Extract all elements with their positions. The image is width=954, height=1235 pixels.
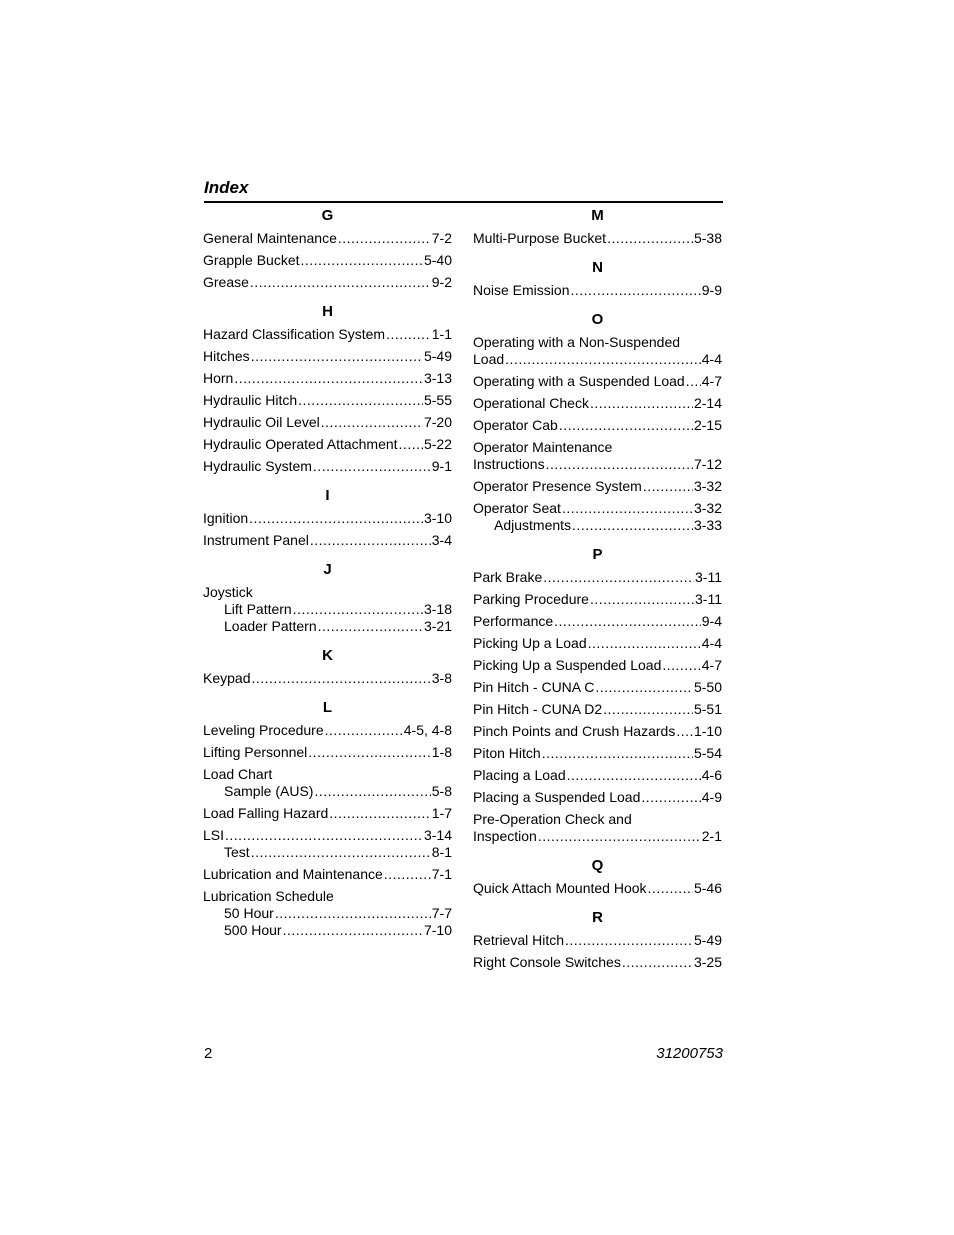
dot-leader [590,591,694,608]
index-entry [203,414,452,431]
index-entry-line [203,670,452,687]
index-entry-line [473,417,722,434]
dot-leader [554,613,701,630]
index-section-n [473,258,722,299]
entry-text: Test [224,844,250,860]
dot-leader [595,679,693,696]
index-entry [203,252,452,269]
entry-page-ref: 5-46 [693,880,722,896]
dot-leader [662,657,700,674]
entry-text: Operating with a Suspended Load [473,373,685,389]
dot-leader [298,392,423,409]
index-entry [203,274,452,291]
entry-text: Grapple Bucket [203,252,300,268]
index-entry-line [473,395,722,412]
index-entry [203,326,452,343]
entry-text: Operator Cab [473,417,558,433]
entry-text: 500 Hour [224,922,282,938]
dot-leader [293,601,423,618]
index-section-h [203,302,452,475]
entry-page-ref: 7-12 [693,456,722,472]
entry-text: Placing a Suspended Load [473,789,641,805]
index-entry [473,334,722,368]
dot-leader [399,436,423,453]
index-entry-line [473,789,722,806]
entry-text: Load Falling Hazard [203,805,329,821]
section-letter: O [591,311,604,328]
entry-page-ref: 2-14 [693,395,722,411]
entry-text: Inspection [473,828,537,844]
entry-page-ref: 1-10 [693,723,722,739]
dot-leader [543,569,694,586]
section-letter: G [321,207,334,224]
dot-leader [283,922,423,939]
dot-leader [572,517,693,534]
index-entry-line [473,282,722,299]
index-entry [473,569,722,586]
index-entry [473,932,722,949]
index-entry-line [473,635,722,652]
entry-page-ref: 7-10 [423,922,452,938]
index-entry-heading: Operating with a Non-Suspended [473,334,681,350]
index-section-m [473,206,722,247]
section-letter: P [592,546,603,563]
index-entry-heading: Pre-Operation Check and [473,811,632,827]
index-entry-line [203,274,452,291]
index-entry-line [473,954,722,971]
entry-text: Multi-Purpose Bucket [473,230,607,246]
index-entry [473,395,722,412]
index-entry-line [473,828,722,845]
index-entry [203,230,452,247]
index-entry [473,701,722,718]
index-entry-line [473,880,722,897]
entry-text: Loader Pattern [224,618,317,634]
dot-leader [313,458,431,475]
entry-page-ref: 5-49 [423,348,452,364]
index-entry [203,392,452,409]
index-section-q [473,856,722,897]
entry-page-ref: 2-1 [701,828,722,844]
entry-page-ref: 3-11 [695,569,722,585]
entry-page-ref: 4-7 [701,373,722,389]
index-entry [473,373,722,390]
index-entry-line [473,613,722,630]
index-subentry [203,783,452,800]
entry-page-ref: 3-32 [693,500,722,516]
index-entry [203,722,452,739]
dot-leader [559,417,693,434]
index-entry-line [473,500,722,517]
entry-page-ref: 3-21 [423,618,452,634]
index-entry [203,866,452,883]
index-entry [203,436,452,453]
index-entry-line [203,722,452,739]
index-entry-line [473,745,722,762]
dot-leader [321,414,423,431]
index-entry-heading: Operator Maintenance [473,439,613,455]
entry-text: Instructions [473,456,545,472]
entry-page-ref: 5-40 [423,252,452,268]
entry-text: Right Console Switches [473,954,621,970]
index-section-o [473,310,722,534]
entry-text: LSI [203,827,225,843]
entry-text: Hydraulic Hitch [203,392,298,408]
index-column-left [203,203,452,944]
entry-page-ref: 1-1 [431,326,452,342]
dot-leader [275,905,431,922]
entry-text: Pin Hitch - CUNA D2 [473,701,603,717]
dot-leader [234,370,423,387]
entry-text: Retrieval Hitch [473,932,565,948]
entry-text: Hydraulic System [203,458,312,474]
index-entry-line [203,252,452,269]
dot-leader [676,723,693,740]
entry-page-ref: 3-8 [431,670,452,686]
entry-text: Adjustments [494,517,572,533]
index-entry-line [203,510,452,527]
entry-text: Lubrication and Maintenance [203,866,383,882]
document-number: 31200753 [656,1045,723,1062]
dot-leader [310,532,431,549]
entry-page-ref: 3-13 [423,370,452,386]
index-entry [473,679,722,696]
entry-text: Lifting Personnel [203,744,308,760]
entry-page-ref: 9-2 [431,274,452,290]
index-section-p [473,545,722,845]
dot-leader [250,274,431,291]
index-entry [203,766,452,800]
index-entry [473,811,722,845]
entry-text: General Maintenance [203,230,337,246]
entry-page-ref: 5-8 [431,783,452,799]
dot-leader [590,395,693,412]
section-letter: Q [591,857,604,874]
index-entry [203,510,452,527]
index-section-k [203,646,452,687]
dot-leader [622,954,693,971]
index-entry [473,635,722,652]
entry-page-ref: 3-25 [693,954,722,970]
entry-page-ref: 9-1 [431,458,452,474]
entry-text: Leveling Procedure [203,722,324,738]
entry-page-ref: 5-54 [693,745,722,761]
entry-page-ref: 3-33 [693,517,722,533]
index-entry-line [473,478,722,495]
index-entry [473,954,722,971]
dot-leader [384,866,431,883]
index-entry [473,657,722,674]
index-entry [203,670,452,687]
index-subentry [203,844,452,861]
entry-page-ref: 5-38 [693,230,722,246]
entry-text: Grease [203,274,249,290]
dot-leader [386,326,431,343]
entry-page-ref: 2-15 [693,417,722,433]
entry-text: Lift Pattern [224,601,292,617]
index-entry-line [203,532,452,549]
index-subentry [203,905,452,922]
index-entry-line [203,414,452,431]
entry-page-ref: 3-11 [695,591,722,607]
index-entry-line [473,569,722,586]
entry-page-ref: 5-49 [693,932,722,948]
page-title: Index [204,178,249,197]
dot-leader [301,252,423,269]
index-entry-line [473,373,722,390]
index-entry [473,230,722,247]
entry-page-ref: 7-2 [431,230,452,246]
entry-text: Ignition [203,510,249,526]
dot-leader [251,844,431,861]
entry-page-ref: 7-7 [431,905,452,921]
entry-page-ref: 5-55 [423,392,452,408]
entry-text: Pin Hitch - CUNA C [473,679,595,695]
dot-leader [570,282,700,299]
entry-text: Hydraulic Oil Level [203,414,320,430]
dot-leader [308,744,430,761]
index-entry [203,888,452,939]
index-entry-line [203,866,452,883]
index-entry-heading: Lubrication Schedule [203,888,334,904]
index-subentry [203,922,452,939]
dot-leader [567,767,701,784]
entry-text: Picking Up a Suspended Load [473,657,662,673]
index-entry-line [203,805,452,822]
entry-page-ref: 1-7 [431,805,452,821]
entry-text: Hazard Classification System [203,326,386,342]
index-entry-line [473,767,722,784]
entry-text: Operator Seat [473,500,561,516]
index-entry [203,532,452,549]
entry-text: 50 Hour [224,905,274,921]
index-entry [203,348,452,365]
entry-page-ref: 5-50 [693,679,722,695]
section-letter: H [322,303,333,320]
entry-text: Pinch Points and Crush Hazards [473,723,676,739]
dot-leader [225,827,423,844]
index-section-j [203,560,452,635]
dot-leader [648,880,693,897]
dot-leader [325,722,403,739]
index-entry [203,827,452,861]
index-section-g [203,206,452,291]
index-entry [473,613,722,630]
index-entry-line [203,458,452,475]
dot-leader [338,230,431,247]
index-entry-line [473,230,722,247]
index-entry-line [473,351,722,368]
index-entry [473,745,722,762]
entry-page-ref: 3-14 [423,827,452,843]
index-entry-line [473,723,722,740]
index-section-i [203,486,452,549]
index-entry-line [473,701,722,718]
index-entry-line [473,456,722,473]
page-header [204,177,723,203]
entry-text: Hitches [203,348,250,364]
entry-text: Parking Procedure [473,591,589,607]
dot-leader [329,805,430,822]
entry-text: Park Brake [473,569,543,585]
entry-text: Sample (AUS) [224,783,314,799]
entry-page-ref: 4-9 [701,789,722,805]
entry-page-ref: 9-4 [701,613,722,629]
entry-text: Performance [473,613,554,629]
index-entry-line [203,827,452,844]
page-number: 2 [204,1045,213,1062]
dot-leader [314,783,430,800]
index-entry [203,744,452,761]
section-letter: R [592,909,603,926]
index-entry-line [473,591,722,608]
dot-leader [686,373,701,390]
index-entry [473,880,722,897]
dot-leader [546,456,693,473]
dot-leader [505,351,701,368]
entry-page-ref: 3-10 [423,510,452,526]
index-entry-line [203,392,452,409]
entry-text: Hydraulic Operated Attachment [203,436,398,452]
entry-text: Quick Attach Mounted Hook [473,880,647,896]
index-entry [473,478,722,495]
entry-page-ref: 3-4 [431,532,452,548]
entry-page-ref: 4-4 [701,635,722,651]
entry-text: Operator Presence System [473,478,642,494]
index-entry [203,458,452,475]
index-entry-line [203,230,452,247]
index-entry-line [203,326,452,343]
index-subentry [203,618,452,635]
entry-text: Noise Emission [473,282,570,298]
entry-page-ref: 7-1 [431,866,452,882]
section-letter: N [592,259,603,276]
index-entry [473,417,722,434]
dot-leader [565,932,693,949]
entry-text: Horn [203,370,234,386]
index-entry-line [203,744,452,761]
index-section-r [473,908,722,971]
entry-page-ref: 4-5, 4-8 [403,722,452,738]
entry-text: Piton Hitch [473,745,541,761]
dot-leader [538,828,701,845]
dot-leader [603,701,693,718]
entry-text: Picking Up a Load [473,635,587,651]
index-entry-line [203,436,452,453]
index-entry-heading: Joystick [203,584,253,600]
entry-page-ref: 4-6 [701,767,722,783]
index-entry-line [473,657,722,674]
entry-text: Operational Check [473,395,589,411]
dot-leader [542,745,693,762]
entry-page-ref: 4-7 [701,657,722,673]
index-entry-heading: Load Chart [203,766,273,782]
section-letter: J [323,561,332,578]
index-entry-line [473,932,722,949]
index-subentry [203,601,452,618]
index-subentry [473,517,722,534]
index-entry-line [203,370,452,387]
index-entry [203,805,452,822]
dot-leader [588,635,701,652]
section-letter: L [322,699,333,716]
dot-leader [643,478,693,495]
dot-leader [318,618,423,635]
index-entry [203,584,452,635]
dot-leader [251,348,423,365]
index-entry [473,789,722,806]
index-section-l [203,698,452,939]
entry-text: Instrument Panel [203,532,309,548]
index-entry [473,500,722,534]
entry-page-ref: 1-8 [431,744,452,760]
dot-leader [562,500,693,517]
section-letter: M [591,207,604,224]
entry-page-ref: 7-20 [423,414,452,430]
dot-leader [641,789,700,806]
entry-page-ref: 4-4 [701,351,722,367]
entry-page-ref: 8-1 [431,844,452,860]
dot-leader [251,670,430,687]
dot-leader [607,230,693,247]
index-entry-line [473,679,722,696]
section-letter: K [322,647,333,664]
index-entry-line [203,348,452,365]
entry-page-ref: 9-9 [701,282,722,298]
entry-page-ref: 3-18 [423,601,452,617]
section-letter: I [325,487,330,504]
index-entry [473,439,722,473]
index-entry [473,767,722,784]
entry-text: Placing a Load [473,767,566,783]
entry-text: Load [473,351,505,367]
index-column-right [473,203,722,976]
entry-page-ref: 3-32 [693,478,722,494]
entry-page-ref: 5-51 [693,701,722,717]
index-entry [473,591,722,608]
index-entry [473,723,722,740]
index-entry [473,282,722,299]
entry-page-ref: 5-22 [423,436,452,452]
index-entry [203,370,452,387]
dot-leader [249,510,423,527]
entry-text: Keypad [203,670,251,686]
